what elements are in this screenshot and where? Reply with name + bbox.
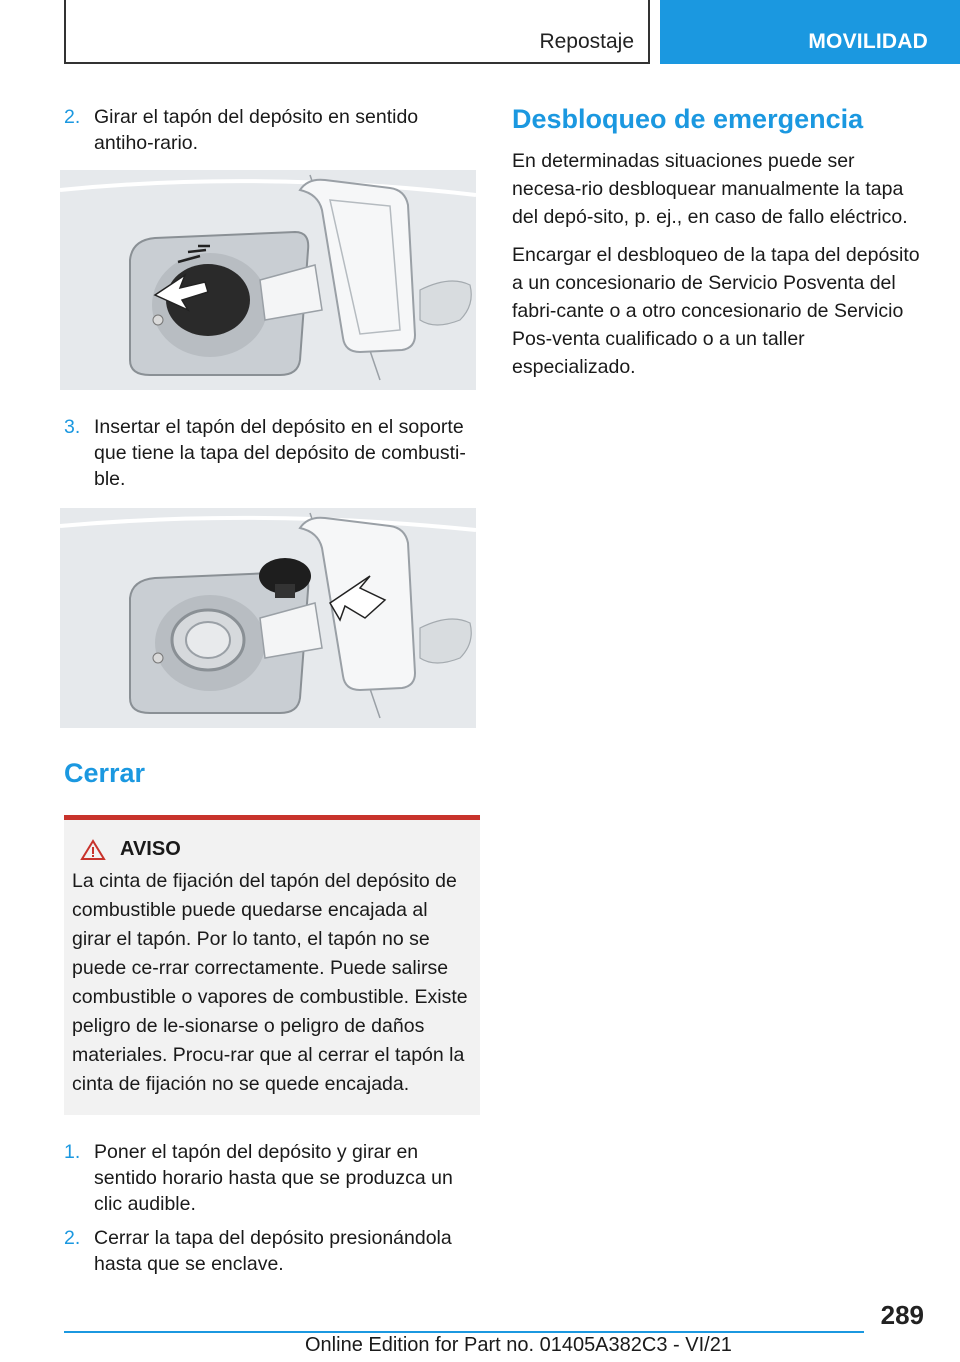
section-title: Repostaje [539, 30, 634, 53]
paragraph: Encargar el desbloqueo de la tapa del depósito a un concesionario de Servicio Posventa del fabri-cante o a otro concesionario de Servicio Pos-venta cualificado o a un taller especializado. [512, 244, 920, 378]
right-column [512, 104, 928, 391]
step-text: Girar el tapón del depósito en sentido antiho-rario. [94, 106, 419, 154]
left-column [64, 104, 480, 1277]
fuel-filler-image [60, 170, 476, 390]
step-number: 3. [64, 416, 81, 438]
section-heading-cerrar: Cerrar [64, 758, 146, 788]
step-number: 2. [64, 1227, 81, 1249]
fuel-cap-turn-illustration [60, 170, 476, 390]
page-header [0, 0, 960, 66]
step-2 [64, 104, 480, 156]
page-number: 289 [880, 1300, 924, 1330]
paragraph: En determinadas situaciones puede ser necesa-rio desbloquear manualmente la tapa del depó-sito, p. ej., en caso de fallo eléctrico. [512, 150, 908, 228]
close-step-2 [64, 1225, 480, 1277]
fuel-cap-holder-illustration [60, 508, 476, 728]
notice-text: La cinta de fijación del tapón del depósito de combustible puede quedarse encajada al girar el tapón. Por lo tanto, el tapón no se puede ce-rrar correctamente. Puede salirse combustible o vapores de combustible. Existe peligro de le-sionarse o peligro de daños materiales. Procu-rar que al cerrar el tapón la cinta de fijación no se quede encajada. [72, 870, 468, 1095]
notice-title: AVISO [120, 838, 181, 860]
step-number: 1. [64, 1141, 81, 1163]
fuel-filler-image [60, 508, 476, 728]
step-text: Poner el tapón del depósito y girar en sentido horario hasta que se produzca un clic audible. [94, 1141, 453, 1215]
footer-divider [64, 1331, 864, 1333]
edition-footer: Online Edition for Part no. 01405A382C3 - VI/21 [305, 1334, 732, 1356]
step-3 [64, 414, 480, 492]
step-text: Insertar el tapón del depósito en el soporte que tiene la tapa del depósito de combusti-ble. [94, 416, 466, 490]
close-step-1 [64, 1139, 480, 1217]
section-heading-emergency-unlock: Desbloqueo de emergencia [512, 104, 864, 134]
step-text: Cerrar la tapa del depósito presionándola hasta que se enclave. [94, 1227, 452, 1275]
notice-box [64, 815, 480, 1115]
notice-header [80, 838, 470, 861]
chapter-title: MOVILIDAD [808, 30, 928, 53]
chapter-tab [660, 0, 960, 64]
warning-triangle-icon [80, 839, 106, 861]
section-box [64, 0, 650, 64]
step-number: 2. [64, 106, 81, 128]
